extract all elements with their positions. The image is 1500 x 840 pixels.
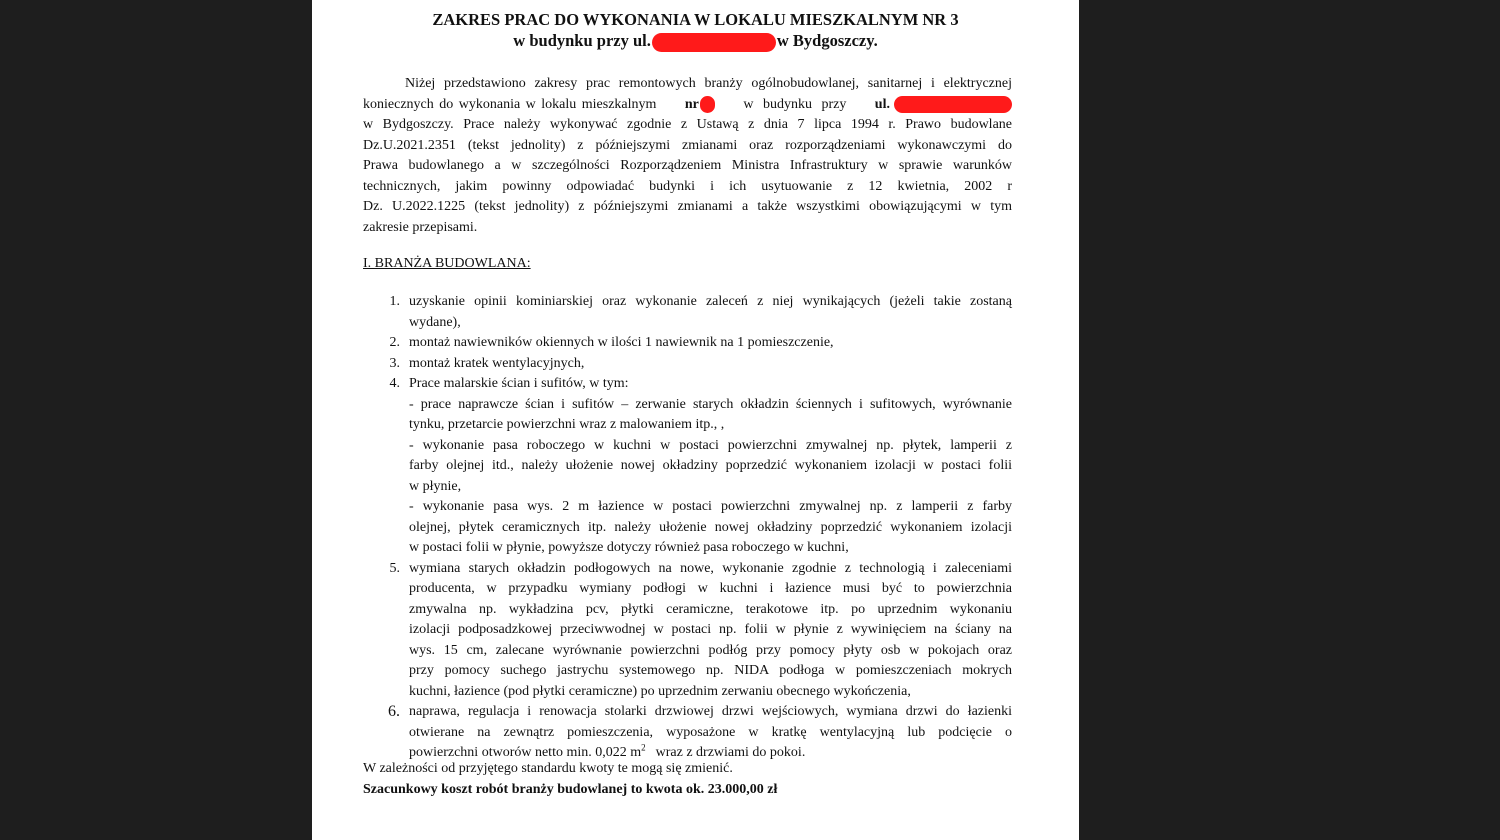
item-line: izolacji podposadzkowej przeciwwodnej w postaci np. folii w płynie z wywinięciem na ściany na	[409, 622, 1012, 637]
item-number: 2.	[389, 335, 400, 350]
item-line: montaż nawiewników okiennych w ilości 1 nawiewnik na 1 pomieszczenie,	[409, 335, 834, 350]
intro-line: Niżej przedstawiono zakresy prac remontowych branży ogólnobudowlanej, sanitarnej i elektrycznej	[405, 76, 1012, 91]
item-line: producenta, w przypadku wymiany podłogi w kuchni i łazience musi być to powierzchnia	[409, 581, 1012, 596]
intro-text: w budynku przy	[743, 96, 847, 112]
area-text: powierzchni otworów netto min. 0,022 m	[409, 745, 642, 760]
street-field	[875, 95, 1012, 116]
intro-line: technicznych, jakim powinny odpowiadać budynki i ich usytuowanie z 12 kwietnia, 2002 r	[363, 178, 1012, 194]
area-exponent: 2	[641, 742, 646, 753]
ul-label: ul.	[874, 96, 890, 112]
title-line-2	[312, 30, 1079, 52]
item-number: 3.	[389, 355, 400, 371]
item-number: 4.	[389, 376, 400, 391]
item-line: zmywalna np. wykładzina pcv, płytki ceramiczne, terakotowe itp. po uprzednim wykonaniu	[409, 601, 1012, 617]
list-item	[363, 333, 1012, 354]
item-line: wys. 15 cm, zalecane wyrównanie powierzchni podłóg przy pomocy płyty osb w pokojach oraz	[409, 642, 1012, 658]
item-line: otwierane na zewnątrz pomieszczenia, wyposażone w kratkę wentylacyjną lub podcięcie o	[409, 724, 1012, 740]
standard-note: W zależności od przyjętego standardu kwoty te mogą się zmienić.	[363, 761, 733, 776]
item-line: montaż kratek wentylacyjnych,	[409, 355, 585, 371]
item-line: olejnej, płytek ceramicznych itp. należy ułożenie nowej okładziny poprzedzić wykonaniem izolacji	[409, 519, 1012, 535]
intro-paragraph	[363, 74, 1012, 238]
item-number: 5.	[389, 560, 400, 576]
item-line: - wykonanie pasa wys. 2 m łazience w postaci powierzchni zmywalnej np. z lamperii z farby	[409, 499, 1012, 514]
item-line: kuchni, łazience (pod płytki ceramiczne) po uprzednim zerwaniu obecnego wykończenia,	[409, 683, 911, 699]
item-line: Prace malarskie ścian i sufitów, w tym:	[409, 376, 629, 391]
title-line-1: ZAKRES PRAC DO WYKONANIA W LOKALU MIESZKALNYM NR 3	[432, 10, 959, 29]
item-line: tynku, przetarcie powierzchni wraz z malowaniem itp., ,	[409, 417, 725, 432]
item-line: w postaci folii w płynie, powyższe dotyczy również pasa roboczego w kuchni,	[409, 540, 849, 555]
nr-label: nr	[684, 96, 699, 112]
list-item	[363, 559, 1012, 703]
item-line: - prace naprawcze ścian i sufitów – zerwanie starych okładzin ściennych i sufitowych, wyrównanie	[409, 396, 1012, 412]
list-item	[363, 374, 1012, 559]
area-suffix: wraz z drzwiami do pokoi.	[655, 745, 806, 760]
item-line: naprawa, regulacja i renowacja stolarki drzwiowej drzwi wejściowych, wymiana drzwi do łazienki	[409, 704, 1012, 719]
list-item	[363, 702, 1012, 764]
work-list	[363, 292, 1012, 764]
closing-block	[363, 759, 1012, 800]
intro-line: w Bydgoszczy. Prace należy wykonywać zgodnie z Ustawą z dnia 7 lipca 1994 r. Prawo budowlane	[363, 117, 1012, 132]
item-line: farby olejnej itd., należy ułożenie nowej okładziny poprzedzić wykonaniem izolacji w postaci folii	[409, 458, 1012, 473]
title-city: w Bydgoszczy.	[776, 31, 878, 50]
list-item	[363, 292, 1012, 333]
intro-text: koniecznych do wykonania w lokalu mieszkalnym	[363, 96, 657, 112]
item-number: 1.	[389, 294, 400, 309]
item-number: 6.	[388, 703, 400, 720]
document-title	[312, 9, 1079, 52]
cost-estimate: Szacunkowy koszt robót branży budowlanej to kwota ok. 23.000,00 zł	[363, 781, 778, 797]
intro-line: Dz.U.2021.2351 (tekst jednolity) z późniejszymi zmianami oraz rozporządzeniami wykonawczymi do	[363, 137, 1012, 153]
item-line: wymiana starych okładzin podłogowych na nowe, wykonanie zgodnie z technologią i zaleceniami	[409, 560, 1012, 576]
intro-street-redaction	[894, 96, 1012, 113]
item-line: uzyskanie opinii kominiarskiej oraz wykonanie zaleceń z niej wynikających (jeżeli takie zostaną	[409, 294, 1012, 309]
apartment-redaction	[700, 96, 715, 113]
intro-line: zakresie przepisami.	[363, 219, 478, 235]
item-line: w płynie,	[409, 478, 462, 494]
document-page	[312, 0, 1079, 840]
item-line: wydane),	[409, 314, 461, 330]
section-heading: I. BRANŻA BUDOWLANA:	[363, 256, 531, 271]
intro-line: Prawa budowlanego a w szczególności Rozporządzeniem Ministra Infrastruktury w sprawie warunków	[363, 158, 1012, 173]
title-street-prefix: w budynku przy ul.	[513, 31, 651, 50]
item-line: przy pomocy suchego jastrychu systemowego np. NIDA podłoga w pomieszczeniach mokrych	[409, 663, 1012, 678]
street-redaction	[652, 33, 776, 52]
intro-line: Dz. U.2022.1225 (tekst jednolity) z późniejszymi zmianami a także wszystkimi obowiązującymi w tym	[363, 199, 1012, 214]
item-line: - wykonanie pasa roboczego w kuchni w postaci powierzchni zmywalnej np. płytek, lamperii z	[409, 437, 1012, 453]
list-item	[363, 354, 1012, 375]
apartment-number	[685, 95, 715, 116]
intro-line	[363, 95, 1012, 116]
